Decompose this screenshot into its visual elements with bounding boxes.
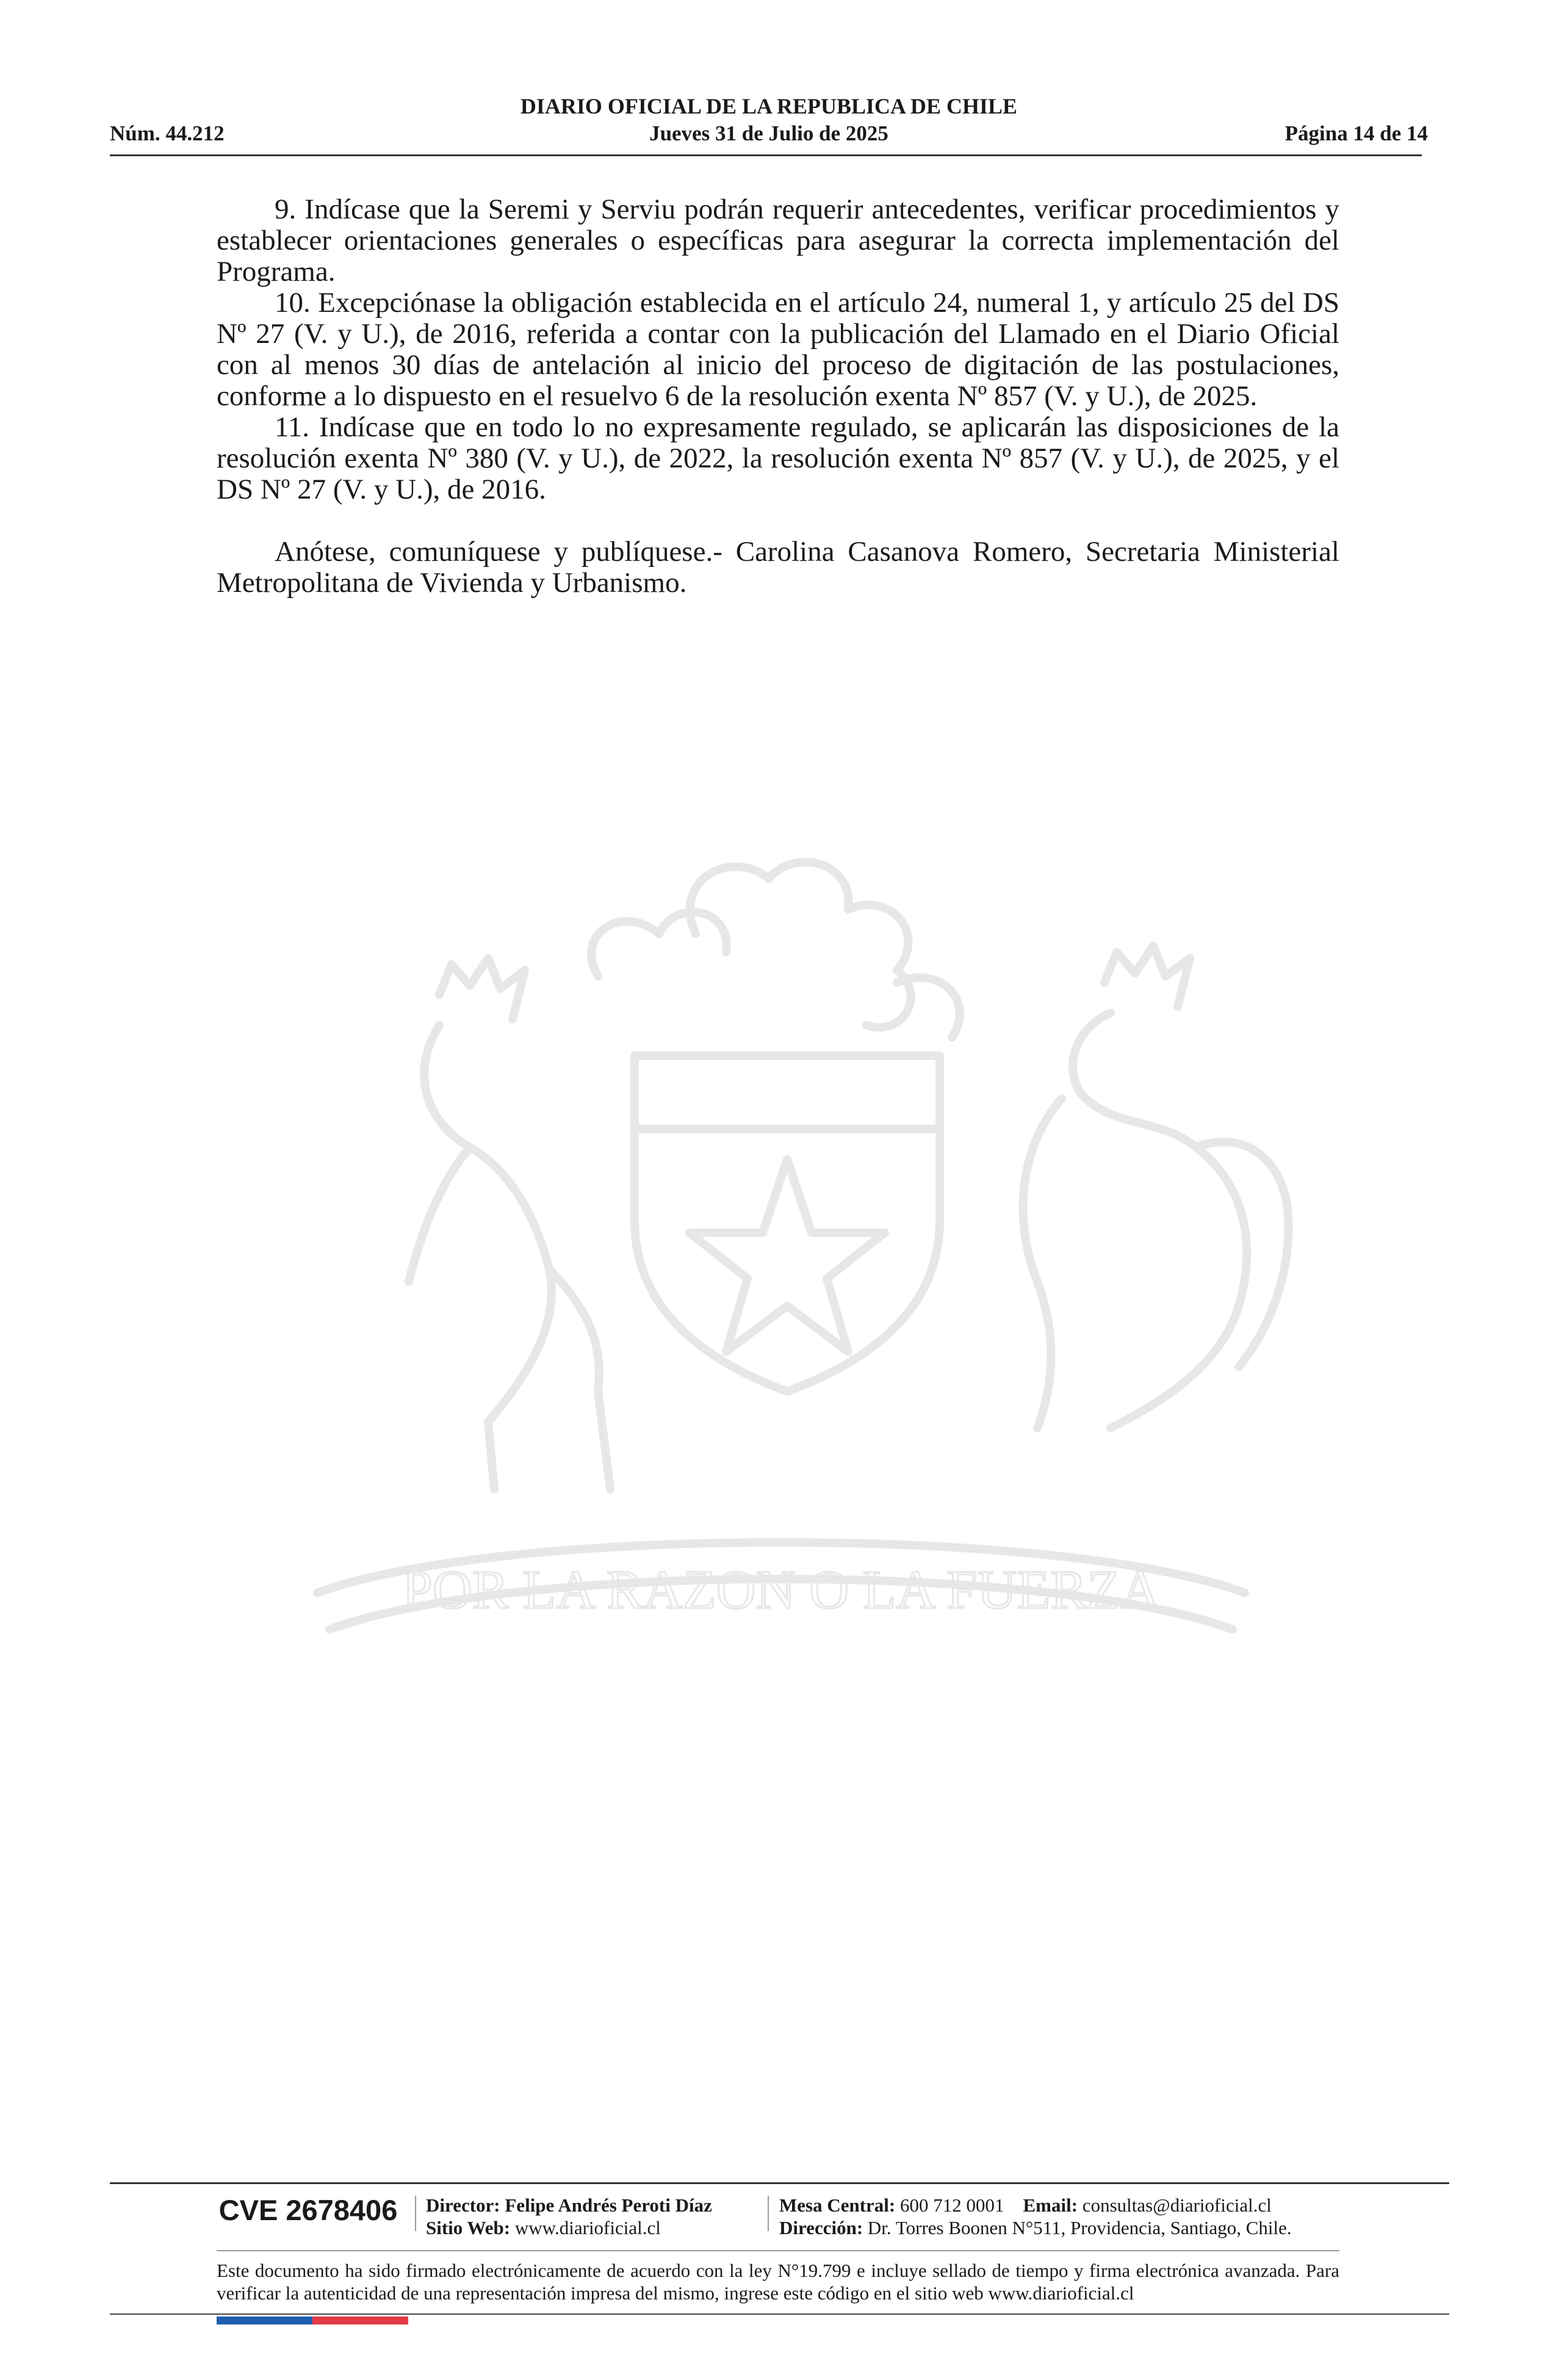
- director-name: Felipe Andrés Peroti Díaz: [505, 2194, 712, 2216]
- issue-date: Jueves 31 de Julio de 2025: [649, 121, 888, 145]
- email-link[interactable]: consultas@diarioficial.cl: [1082, 2194, 1272, 2216]
- footer-contact-block: [779, 2194, 1292, 2239]
- footer-divider-bottom: [110, 2313, 1449, 2315]
- phone-number: 600 712 0001: [900, 2194, 1004, 2216]
- footer-divider-mid: [217, 2250, 1339, 2251]
- motto-text: POR LA RAZON O LA FUERZA: [402, 1560, 1161, 1620]
- footer-separator: [768, 2196, 769, 2231]
- coat-of-arms-icon: [207, 842, 1355, 1672]
- website-label: Sitio Web:: [426, 2217, 511, 2238]
- footer-separator: [415, 2196, 416, 2231]
- cve-code: CVE 2678406: [218, 2194, 398, 2226]
- issue-number: Núm. 44.212: [110, 121, 225, 145]
- flag-stripe-blue: [217, 2317, 312, 2324]
- address-value: Dr. Torres Boonen N°511, Providencia, Santiago, Chile.: [867, 2217, 1292, 2238]
- phone-label: Mesa Central:: [779, 2194, 896, 2216]
- paragraph-11: 11. Indícase que en todo lo no expresamente regulado, se aplicarán las disposiciones de la resolución exenta Nº 380 (V. y U.), de 2022, la resolución exenta Nº 857 (V. y U.), de 2025, y el DS Nº 27 (V. y U.), de 2016.: [217, 411, 1339, 505]
- page-number: Página 14 de 14: [1284, 121, 1428, 145]
- director-label: Director:: [426, 2194, 500, 2216]
- closing-signature: Anótese, comuníquese y publíquese.- Carolina Casanova Romero, Secretaria Ministerial Metropolitana de Vivienda y Urbanismo.: [217, 536, 1339, 599]
- email-label: Email:: [1023, 2194, 1078, 2216]
- document-body: [217, 194, 1339, 599]
- page-header: [110, 93, 1428, 154]
- footer-divider-top: [110, 2182, 1449, 2184]
- header-divider: [110, 154, 1422, 156]
- publication-title: DIARIO OFICIAL DE LA REPUBLICA DE CHILE: [520, 94, 1018, 118]
- website-link[interactable]: www.diarioficial.cl: [514, 2217, 661, 2238]
- footer-director-block: [426, 2194, 712, 2239]
- paragraph-10: 10. Excepciónase la obligación establecida en el artículo 24, numeral 1, y artículo 25 del DS Nº 27 (V. y U.), de 2016, referida a contar con la publicación del Llamado en el Diario Oficial con al menos 30 días de antelación al inicio del proceso de digitación de las postulaciones, conforme a lo dispuesto en el resuelvo 6 de la resolución exenta Nº 857 (V. y U.), de 2025.: [217, 287, 1339, 412]
- address-label: Dirección:: [779, 2217, 863, 2238]
- paragraph-9: 9. Indícase que la Seremi y Serviu podrán requerir antecedentes, verificar procedimientos y establecer orientaciones generales o específicas para asegurar la correcta implementación del Programa.: [217, 193, 1339, 287]
- flag-stripe-red: [312, 2317, 408, 2324]
- legal-notice: Este documento ha sido firmado electrónicamente de acuerdo con la ley N°19.799 e incluye sellado de tiempo y firma electrónica avanzada. Para verificar la autenticidad de una representación impresa del mismo, ingrese este código en el sitio web www.diarioficial.cl: [217, 2260, 1339, 2304]
